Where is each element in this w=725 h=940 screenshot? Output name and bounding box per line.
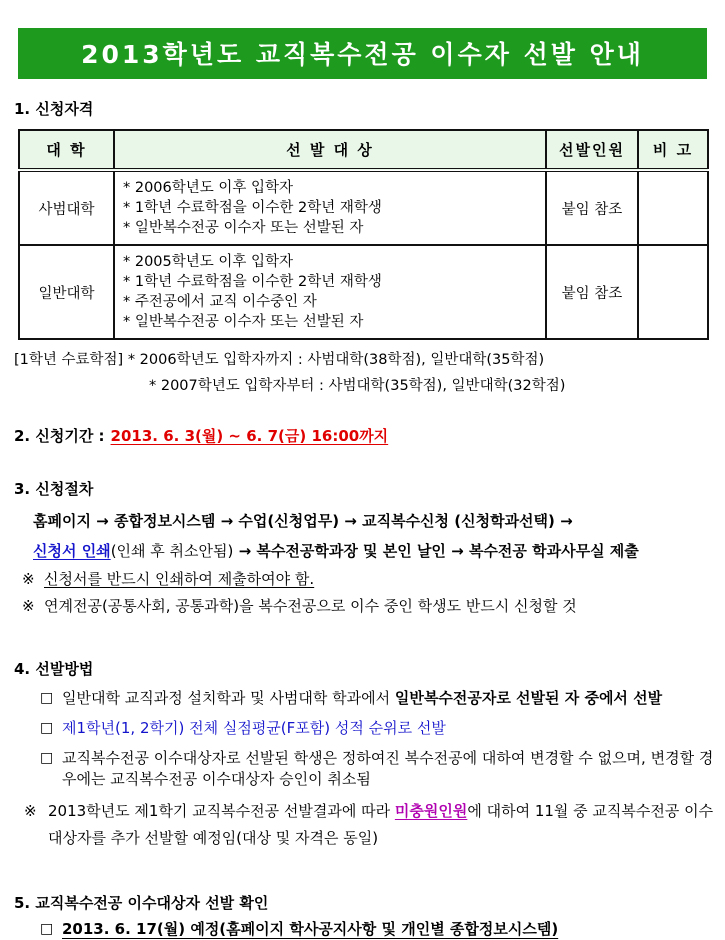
criteria-line: * 1학년 수료학점을 이수한 2학년 재학생: [123, 274, 382, 290]
section4-bullet-2: [40, 718, 725, 739]
table-row-general-college: [19, 245, 708, 339]
section1-heading: 1. 신청자격: [14, 100, 94, 118]
footnote-line-1: [14, 347, 725, 373]
square-bullet-icon: □: [40, 750, 54, 766]
section3-heading: 3. 신청절차: [14, 480, 94, 498]
bullet-text: 교직복수전공 이수대상자로 선발된 학생은 정하여진 복수전공에 대하여 변경할 수 없으며, 변경할 경우에는 교직복수전공 이수대상자 승인이 취소됨: [62, 749, 714, 788]
flow-line-2-rest: → 복수전공학과장 및 본인 날인 → 복수전공 학과사무실 제출: [233, 542, 639, 560]
bullet1-normal: 일반대학 교직과정 설치학과 및 사범대학 학과에서: [62, 689, 395, 707]
cell-note: [638, 170, 708, 245]
application-period: 2013. 6. 3(월) ~ 6. 7(금) 16:00까지: [110, 427, 389, 445]
footnote-line-2: * 2007학년도 입학자부터 : 사범대학(35학점), 일반대학(32학점): [149, 378, 566, 394]
section2-line: [14, 425, 725, 446]
title-banner: [18, 28, 707, 79]
note-post: 에 대하여 11월 중 교직복수전공 이수대상자를 추가 선발할 예정임(대상 및 자격은 동일): [48, 802, 714, 847]
square-bullet-icon: □: [40, 921, 54, 937]
section3-note-1: [22, 566, 725, 593]
footnote-label: [1학년 수료학점]: [14, 352, 124, 368]
section3-note-2: [22, 593, 725, 620]
reference-mark: ※: [22, 570, 35, 588]
print-note: (인쇄 후 취소안됨): [110, 542, 234, 560]
note-pre: 2013학년도 제1학기 교직복수전공 선발결과에 따라: [48, 802, 395, 820]
criteria-line: * 일반복수전공 이수자 또는 선발된 자: [123, 220, 364, 236]
procedure-flow-line-2: [33, 536, 725, 566]
confirmation-date: 2013. 6. 17(월) 예정(홈페이지 학사공지사항 및 개인별 종합정보시스템): [62, 920, 559, 938]
qualification-table: [18, 129, 709, 340]
square-bullet-icon: □: [40, 720, 54, 736]
section4-bullet-1: [40, 688, 725, 709]
unfilled-quota-highlight: 미충원인원: [394, 802, 468, 820]
bullet-text: [62, 688, 725, 709]
col-header-college: 대 학: [19, 130, 114, 170]
section4-bullet-3: [40, 748, 725, 790]
bullet-text: 제1학년(1, 2학기) 전체 실점평균(F포함) 성적 순위로 선발: [62, 719, 446, 737]
cell-quota: 붙임 참조: [546, 170, 638, 245]
reference-mark: ※: [22, 597, 35, 615]
section4-heading: 4. 선발방법: [14, 660, 94, 678]
cell-college: 일반대학: [19, 245, 114, 339]
criteria-line: * 일반복수전공 이수자 또는 선발된 자: [123, 314, 364, 330]
cell-criteria: [114, 170, 546, 245]
criteria-line: * 2006학년도 이후 입학자: [123, 180, 294, 196]
section4-note: [24, 798, 725, 852]
table-header-row: [19, 130, 708, 170]
footnote-text-1: * 2006학년도 입학자까지 : 사범대학(38학점), 일반대학(35학점): [127, 352, 545, 368]
square-bullet-icon: □: [40, 690, 54, 706]
section2-heading: 2. 신청기간 :: [14, 427, 105, 445]
note-text: 신청서를 반드시 인쇄하여 제출하여야 함.: [44, 570, 315, 588]
col-header-note: 비 고: [638, 130, 708, 170]
page-title: 2013학년도 교직복수전공 이수자 선발 안내: [81, 40, 644, 69]
criteria-line: * 1학년 수료학점을 이수한 2학년 재학생: [123, 200, 382, 216]
reference-mark: ※: [24, 802, 37, 820]
section5-bullet-1: [40, 919, 725, 940]
section5-heading: 5. 교직복수전공 이수대상자 선발 확인: [14, 894, 269, 912]
col-header-quota: 선발인원: [546, 130, 638, 170]
procedure-flow-line-1: 홈페이지 → 종합정보시스템 → 수업(신청업무) → 교직복수신청 (신청학과선택) →: [33, 512, 573, 530]
note-text: 연계전공(공통사회, 공통과학)을 복수전공으로 이수 중인 학생도 반드시 신청할 것: [44, 597, 577, 615]
print-application-link: 신청서 인쇄: [33, 542, 111, 560]
col-header-target: 선 발 대 상: [114, 130, 546, 170]
bullet1-emphasis: 일반복수전공자로 선발된 자 중에서 선발: [394, 689, 663, 707]
criteria-line: * 주전공에서 교직 이수중인 자: [123, 294, 317, 310]
table-footnote: [14, 347, 725, 399]
cell-criteria: [114, 245, 546, 339]
table-row-education-college: [19, 170, 708, 245]
document-page: [0, 28, 725, 938]
criteria-line: * 2005학년도 이후 입학자: [123, 254, 294, 270]
cell-quota: 붙임 참조: [546, 245, 638, 339]
cell-note: [638, 245, 708, 339]
cell-college: 사범대학: [19, 170, 114, 245]
note-text: [48, 798, 725, 852]
